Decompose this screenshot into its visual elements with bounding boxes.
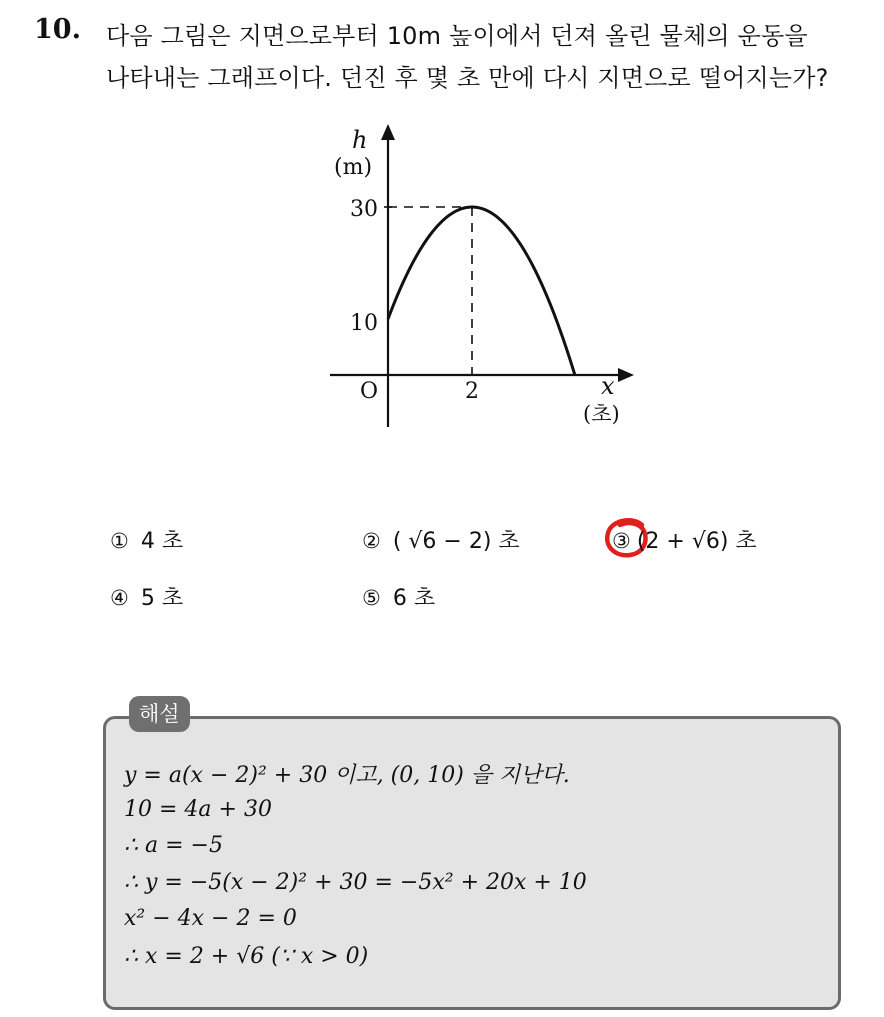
tick-label-10: 10 — [350, 311, 378, 336]
choice-4-mark: ④ — [110, 586, 129, 610]
y-axis-arrow — [381, 124, 395, 140]
choice-1-text: 4 초 — [140, 529, 184, 554]
tick-label-2: 2 — [465, 379, 479, 404]
choice-1[interactable] — [110, 524, 183, 555]
y-axis-label: h — [352, 126, 368, 154]
y-axis-unit: (m) — [334, 155, 373, 180]
trajectory-graph — [300, 112, 660, 442]
parabola-curve — [388, 207, 575, 375]
choice-2[interactable] — [362, 524, 520, 555]
choice-2-mark: ② — [362, 529, 381, 553]
solution-line-1: y = a(x − 2)² + 30 이고, (0, 10) 을 지난다. — [124, 763, 570, 788]
solution-line-3: ∴ a = −5 — [124, 833, 223, 858]
choice-2-text: ( √6 − 2) 초 — [392, 529, 520, 554]
x-axis-unit: (초) — [583, 402, 620, 426]
question-text-line-1: 다음 그림은 지면으로부터 10m 높이에서 던져 올린 물체의 운동을 — [106, 22, 808, 50]
solution-line-5: x² − 4x − 2 = 0 — [124, 906, 297, 931]
question-text-line-2: 나타내는 그래프이다. 던진 후 몇 초 만에 다시 지면으로 떨어지는가? — [106, 64, 829, 92]
solution-line-2: 10 = 4a + 30 — [124, 797, 272, 822]
solution-tag: 해설 — [129, 696, 190, 732]
choice-5-text: 6 초 — [392, 586, 436, 611]
choice-5[interactable] — [362, 581, 435, 612]
x-axis-label: x — [601, 372, 615, 400]
solution-line-4: ∴ y = −5(x − 2)² + 30 = −5x² + 20x + 10 — [124, 870, 587, 895]
choice-3[interactable] — [612, 524, 757, 555]
x-axis-arrow — [618, 368, 634, 382]
solution-line-6: ∴ x = 2 + √6 (∵ x > 0) — [124, 944, 369, 969]
question-number: 10. — [34, 14, 81, 45]
tick-label-30: 30 — [350, 197, 378, 222]
choice-3-mark: ③ — [612, 529, 631, 553]
origin-label: O — [360, 379, 379, 404]
choice-3-text: (2 + √6) 초 — [636, 529, 757, 554]
choice-4-text: 5 초 — [140, 586, 184, 611]
choice-1-mark: ① — [110, 529, 129, 553]
choice-4[interactable] — [110, 581, 183, 612]
choice-5-mark: ⑤ — [362, 586, 381, 610]
